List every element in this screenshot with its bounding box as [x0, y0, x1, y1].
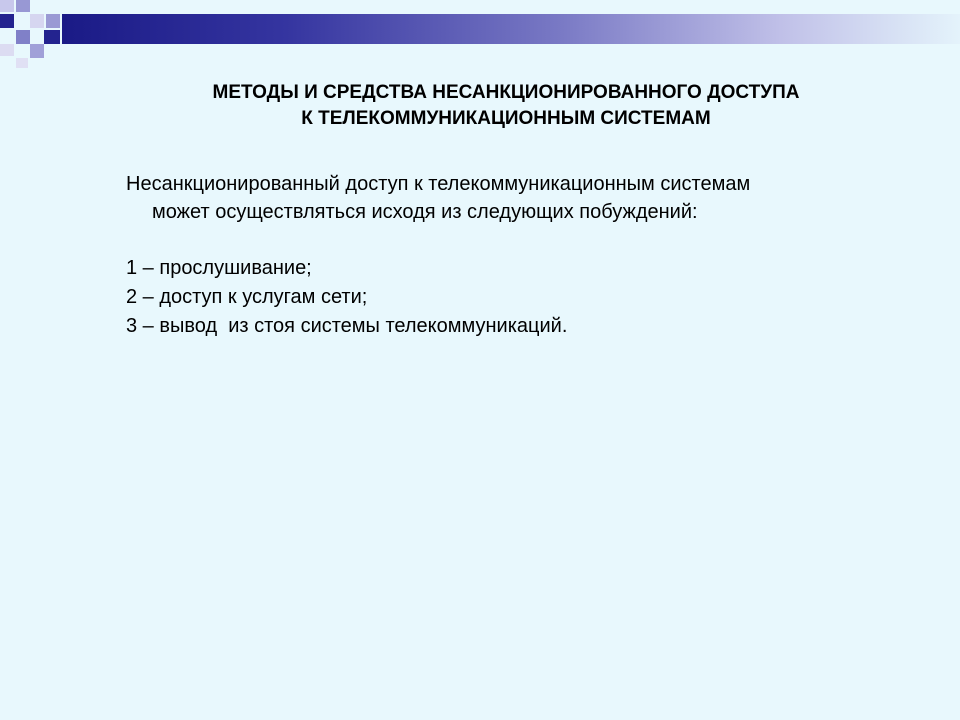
intro-line: Несанкционированный доступ к телекоммуникационным системам [126, 173, 751, 195]
list-item: 2 – доступ к услугам сети; [126, 286, 368, 308]
slide-body [126, 170, 906, 341]
deco-square [16, 58, 28, 68]
title-line: К ТЕЛЕКОММУНИКАЦИОННЫМ СИСТЕМАМ [301, 108, 711, 129]
motives-list [126, 254, 906, 341]
deco-square [0, 14, 14, 28]
deco-square [46, 14, 60, 28]
header-gradient-bar [62, 14, 960, 44]
intro-line: может осуществляться исходя из следующих побуждений: [152, 201, 698, 223]
title-line: МЕТОДЫ И СРЕДСТВА НЕСАНКЦИОНИРОВАННОГО ДОСТУПА [212, 82, 800, 103]
slide-title [100, 80, 912, 132]
deco-square [0, 44, 14, 56]
deco-square [0, 0, 14, 12]
deco-square [30, 14, 44, 28]
list-item: 3 – вывод из стоя системы телекоммуникаций. [126, 315, 568, 337]
deco-square [44, 30, 60, 44]
deco-square [16, 30, 30, 44]
deco-square [16, 0, 30, 12]
deco-square [30, 44, 44, 58]
list-item: 1 – прослушивание; [126, 257, 312, 279]
